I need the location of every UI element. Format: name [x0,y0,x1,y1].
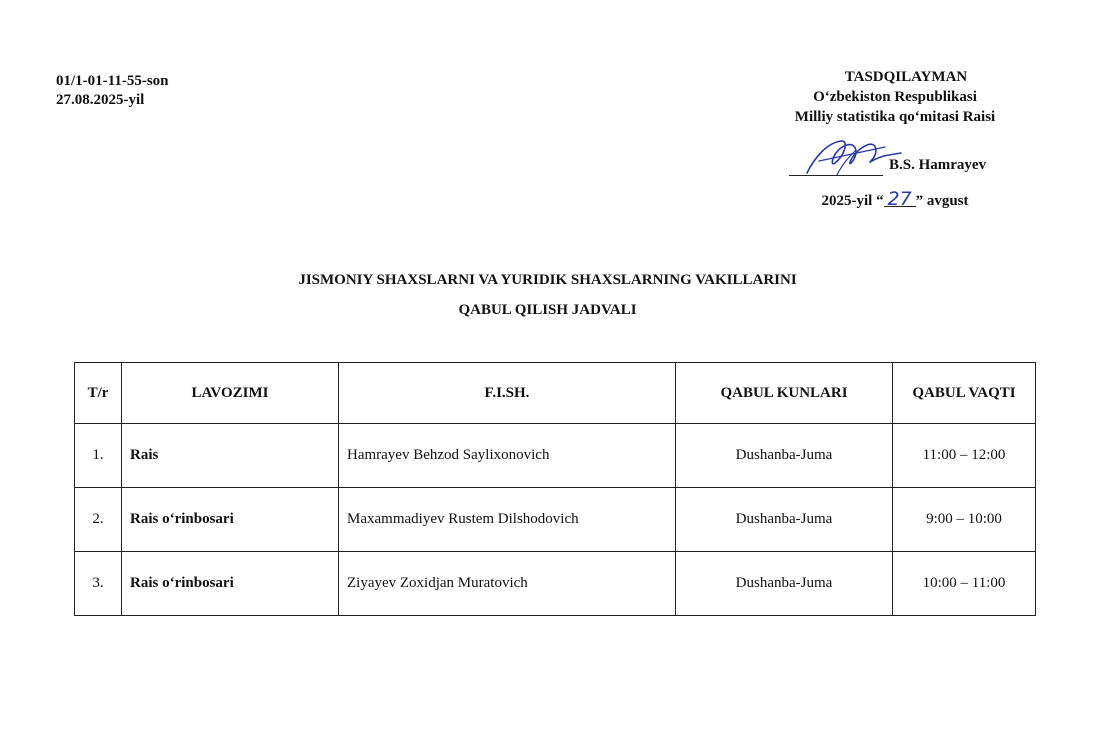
signature-row [765,133,1025,181]
header-reception-days: QABUL KUNLARI [676,363,893,424]
approval-date-day: 27 [884,192,916,207]
signature-line [789,175,883,176]
approval-org-line1: O‘zbekiston Respublikasi [813,89,977,105]
document-title-line2: QABUL QILISH JADVALI [458,302,637,318]
approval-title: TASDQILAYMAN [844,69,968,85]
header-reception-time: QABUL VAQTI [893,363,1036,424]
reception-schedule-table [74,362,1036,616]
row-full-name: Ziyayev Zoxidjan Muratovich [339,552,676,616]
row-reception-days: Dushanba-Juma [676,552,893,616]
row-full-name: Hamrayev Behzod Saylixonovich [339,424,676,488]
approval-date-suffix: ” avgust [915,193,969,209]
row-reception-time: 9:00 – 10:00 [893,488,1036,552]
row-position: Rais [122,424,339,488]
row-full-name: Maxammadiyev Rustem Dilshodovich [339,488,676,552]
row-number: 2. [75,488,122,552]
row-reception-time: 11:00 – 12:00 [893,424,1036,488]
row-number: 1. [75,424,122,488]
approval-date [765,188,1025,210]
table-row [75,552,1036,616]
header-full-name: F.I.SH. [339,363,676,424]
document-date: 27.08.2025-yil [56,92,145,108]
document-number: 01/1-01-11-55-son [56,73,169,89]
row-reception-time: 10:00 – 11:00 [893,552,1036,616]
row-number: 3. [75,552,122,616]
approval-org-line2: Milliy statistika qo‘mitasi Raisi [794,109,996,125]
row-position: Rais o‘rinbosari [122,552,339,616]
table-header-row [75,363,1036,424]
row-reception-days: Dushanba-Juma [676,424,893,488]
table-row [75,424,1036,488]
header-position: LAVOZIMI [122,363,339,424]
approval-date-prefix: 2025-yil “ [821,193,884,209]
header-number: T/r [75,363,122,424]
document-reference [56,72,169,110]
signer-name: B.S. Hamrayev [889,157,987,173]
table-row [75,488,1036,552]
row-reception-days: Dushanba-Juma [676,488,893,552]
document-title-line1: JISMONIY SHAXSLARNI VA YURIDIK SHAXSLARNING VAKILLARINI [298,272,797,288]
approval-block [765,67,1025,127]
row-position: Rais o‘rinbosari [122,488,339,552]
